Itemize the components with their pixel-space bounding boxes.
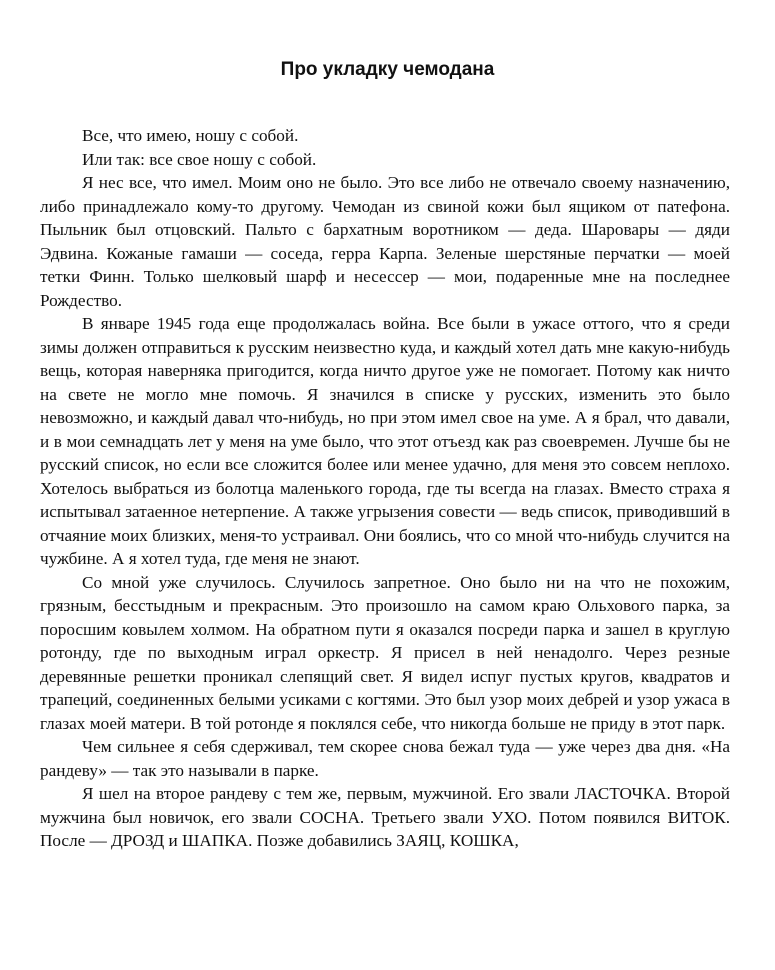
paragraph: Или так: все свое ношу с собой. <box>82 149 317 169</box>
paragraph: Все, что имею, ношу с собой. <box>82 126 299 145</box>
paragraph: В январе 1945 года еще продолжалась война. Все были в ужасе оттого, что я среди зимы должен отправиться к русским неизвестно куда, и каждый хотел дать мне какую-нибудь вещь, которая наверняка пригодится, когда ничто другое уже не помогает. Потому как ничто на свете не могло мне помочь. Я значился в списке у русских, изменить это было невозможно, и каждый давал что-нибудь, но при этом имел свое на уме. А я брал, что давали, и в мои семнадцать лет у меня на уме было, что этот отъезд как раз своевремен. Лучше бы не русский список, но если все сложится более или менее удачно, для меня это совсем неплохо. Хотелось выбраться из болотца маленького города, где ты всегда на глазах. Вместо страха я испытывал затаенное нетерпение. А также угрызения совести — ведь список, приводивший в отчаяние моих близких, меня-то устраивал. Они боялись, что со мной что-нибудь случится на чужбине. А я хотел туда, где меня не знают. <box>40 314 730 568</box>
paragraph: Я нес все, что имел. Моим оно не было. Это все либо не отвечало своему назначению, либо принадлежало кому-то другому. Чемодан из свиной кожи был ящиком от патефона. Пыльник был отцовский. Пальто с бархатным воротником — деда. Шаровары — дяди Эдвина. Кожаные гамаши — соседа, герра Карпа. Зеленые шерстяные перчатки — моей тетки Финн. Только шелковый шарф и несессер — мои, подаренные мне на последнее Рождество. <box>40 173 730 310</box>
paragraph: Чем сильнее я себя сдерживал, тем скорее снова бежал туда — уже через два дня. «На рандеву» — так это называли в парке. <box>40 737 730 780</box>
document-body <box>40 124 730 853</box>
paragraph: Я шел на второе рандеву с тем же, первым, мужчиной. Его звали ЛАСТОЧКА. Второй мужчина был новичок, его звали СОСНА. Третьего звали УХО. Потом появился ВИТОК. После — ДРОЗД и ШАПКА. Позже добавились ЗАЯЦ, КОШКА, <box>40 784 730 850</box>
paragraph: Со мной уже случилось. Случилось запретное. Оно было ни на что не похожим, грязным, бесстыдным и прекрасным. Это произошло на самом краю Ольхового парка, за поросшим ковылем холмом. На обратном пути я оказался посреди парка и зашел в круглую ротонду, где по выходным играл оркестр. Я присел в ней ненадолго. Через резные деревянные решетки проникал слепящий свет. Я видел испуг пустых кругов, квадратов и трапеций, соединенных белыми усиками с когтями. Это был узор моих дебрей и узор ужаса в глазах моей матери. В той ротонде я поклялся себе, что никогда больше не приду в этот парк. <box>40 572 730 733</box>
document-title: Про укладку чемодана <box>280 59 495 80</box>
